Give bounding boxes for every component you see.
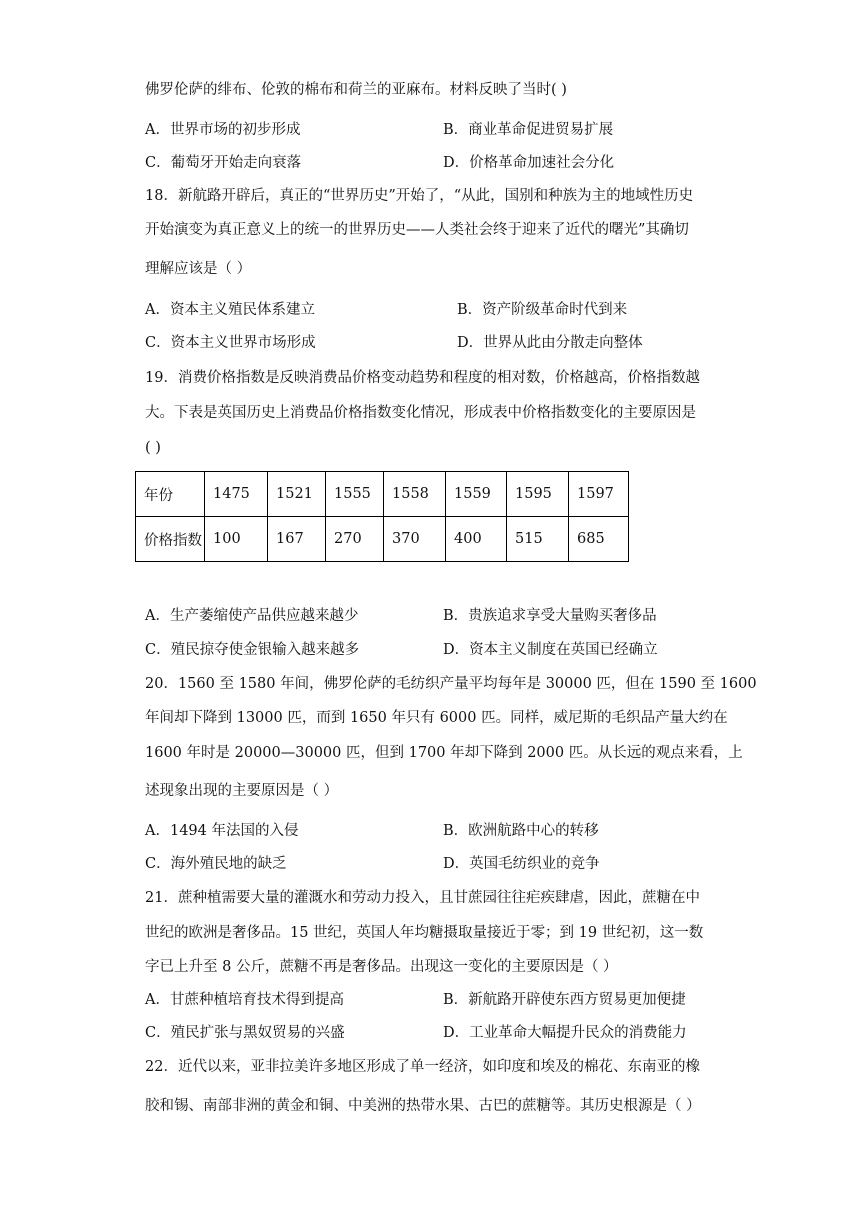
q19-stem-line-2: 大。下表是英国历史上消费品价格指数变化情况，形成表中价格指数变化的主要原因是 <box>145 405 696 421</box>
q21-stem-line-2: 世纪的欧洲是奢侈品。15 世纪，英国人年均糖摄取量接近于零；到 19 世纪初，这一数 <box>145 925 704 941</box>
q22-stem-line-2: 胶和锡、南部非洲的黄金和铜、中美洲的热带水果、古巴的蔗糖等。其历史根源是（ ） <box>145 1098 701 1114</box>
q18-option-d[interactable]: D．世界从此由分散走向整体 <box>457 335 643 351</box>
q17-stem-line: 佛罗伦萨的绯布、伦敦的棉布和荷兰的亚麻布。材料反映了当时( ) <box>145 82 567 98</box>
q20-stem-line-1: 20．1560 至 1580 年间，佛罗伦萨的毛纺织产量平均每年是 30000 匹，但在 1590 至 1600 <box>145 676 757 692</box>
q19-option-a[interactable]: A．生产萎缩使产品供应越来越少 <box>145 608 359 624</box>
q19-stem-line-1: 19．消费价格指数是反映消费品价格变动趋势和程度的相对数，价格越高，价格指数越 <box>145 370 700 386</box>
q20-stem-line-4: 述现象出现的主要原因是（ ） <box>145 783 339 799</box>
q20-option-a[interactable]: A．1494 年法国的入侵 <box>145 823 299 839</box>
q19-option-b[interactable]: B．贵族追求享受大量购买奢侈品 <box>443 608 657 624</box>
q18-stem-line-2: 开始演变为真正意义上的统一的世界历史——人类社会终于迎来了近代的曙光”其确切 <box>145 222 689 238</box>
q18-stem-line-3: 理解应该是（ ） <box>145 261 252 277</box>
table-cell-year: 1521 <box>268 472 326 517</box>
q18-option-b[interactable]: B．资产阶级革命时代到来 <box>457 302 628 318</box>
q21-option-d[interactable]: D．工业革命大幅提升民众的消费能力 <box>443 1025 687 1041</box>
table-cell-year: 1555 <box>326 472 384 517</box>
q19-option-d[interactable]: D．资本主义制度在英国已经确立 <box>443 642 658 658</box>
q18-option-c[interactable]: C．资本主义世界市场形成 <box>145 335 316 351</box>
q21-option-c[interactable]: C．殖民扩张与黑奴贸易的兴盛 <box>145 1025 345 1041</box>
q21-stem-line-3: 字已上升至 8 公斤，蔗糖不再是奢侈品。出现这一变化的主要原因是（ ） <box>145 959 618 975</box>
table-cell-year: 1558 <box>384 472 446 517</box>
table-cell-year: 1597 <box>569 472 629 517</box>
table-header-year: 年份 <box>136 472 205 517</box>
q17-option-d[interactable]: D．价格革命加速社会分化 <box>443 155 615 171</box>
table-cell-index: 685 <box>569 517 629 562</box>
q21-option-a[interactable]: A．甘蔗种植培育技术得到提高 <box>145 992 344 1008</box>
q20-option-d[interactable]: D．英国毛纺织业的竞争 <box>443 856 600 872</box>
q19-stem-line-3: ( ) <box>145 440 161 456</box>
q22-stem-line-1: 22．近代以来，亚非拉美许多地区形成了单一经济，如印度和埃及的棉花、东南亚的橡 <box>145 1059 700 1075</box>
q19-option-c[interactable]: C．殖民掠夺使金银输入越来越多 <box>145 642 360 658</box>
table-header-index: 价格指数 <box>136 517 205 562</box>
q20-stem-line-3: 1600 年时是 20000—30000 匹，但到 1700 年却下降到 2000 匹。从长远的观点来看，上 <box>145 745 743 761</box>
table-row-index <box>136 517 629 562</box>
table-cell-index: 100 <box>205 517 268 562</box>
table-cell-index: 400 <box>446 517 507 562</box>
table-cell-year: 1595 <box>507 472 569 517</box>
table-cell-index: 270 <box>326 517 384 562</box>
q20-option-b[interactable]: B．欧洲航路中心的转移 <box>443 823 599 839</box>
q20-stem-line-2: 年间却下降到 13000 匹，而到 1650 年只有 6000 匹。同样，威尼斯的毛织品产量大约在 <box>145 710 728 726</box>
q18-stem-line-1: 18．新航路开辟后，真正的“世界历史”开始了，“从此，国别和种族为主的地域性历史 <box>145 188 694 204</box>
q17-option-b[interactable]: B．商业革命促进贸易扩展 <box>443 122 614 138</box>
table-cell-year: 1475 <box>205 472 268 517</box>
q18-option-a[interactable]: A．资本主义殖民体系建立 <box>145 302 315 318</box>
q17-option-a[interactable]: A．世界市场的初步形成 <box>145 122 301 138</box>
q20-option-c[interactable]: C．海外殖民地的缺乏 <box>145 856 287 872</box>
q21-stem-line-1: 21．蔗种植需要大量的灌溉水和劳动力投入，且甘蔗园往往疟疾肆虐，因此，蔗糖在中 <box>145 890 700 906</box>
table-cell-index: 370 <box>384 517 446 562</box>
table-row-years <box>136 472 629 517</box>
price-index-table <box>135 471 629 562</box>
q21-option-b[interactable]: B．新航路开辟使东西方贸易更加便捷 <box>443 992 686 1008</box>
table-cell-index: 167 <box>268 517 326 562</box>
q17-option-c[interactable]: C．葡萄牙开始走向衰落 <box>145 155 302 171</box>
table-cell-index: 515 <box>507 517 569 562</box>
table-cell-year: 1559 <box>446 472 507 517</box>
